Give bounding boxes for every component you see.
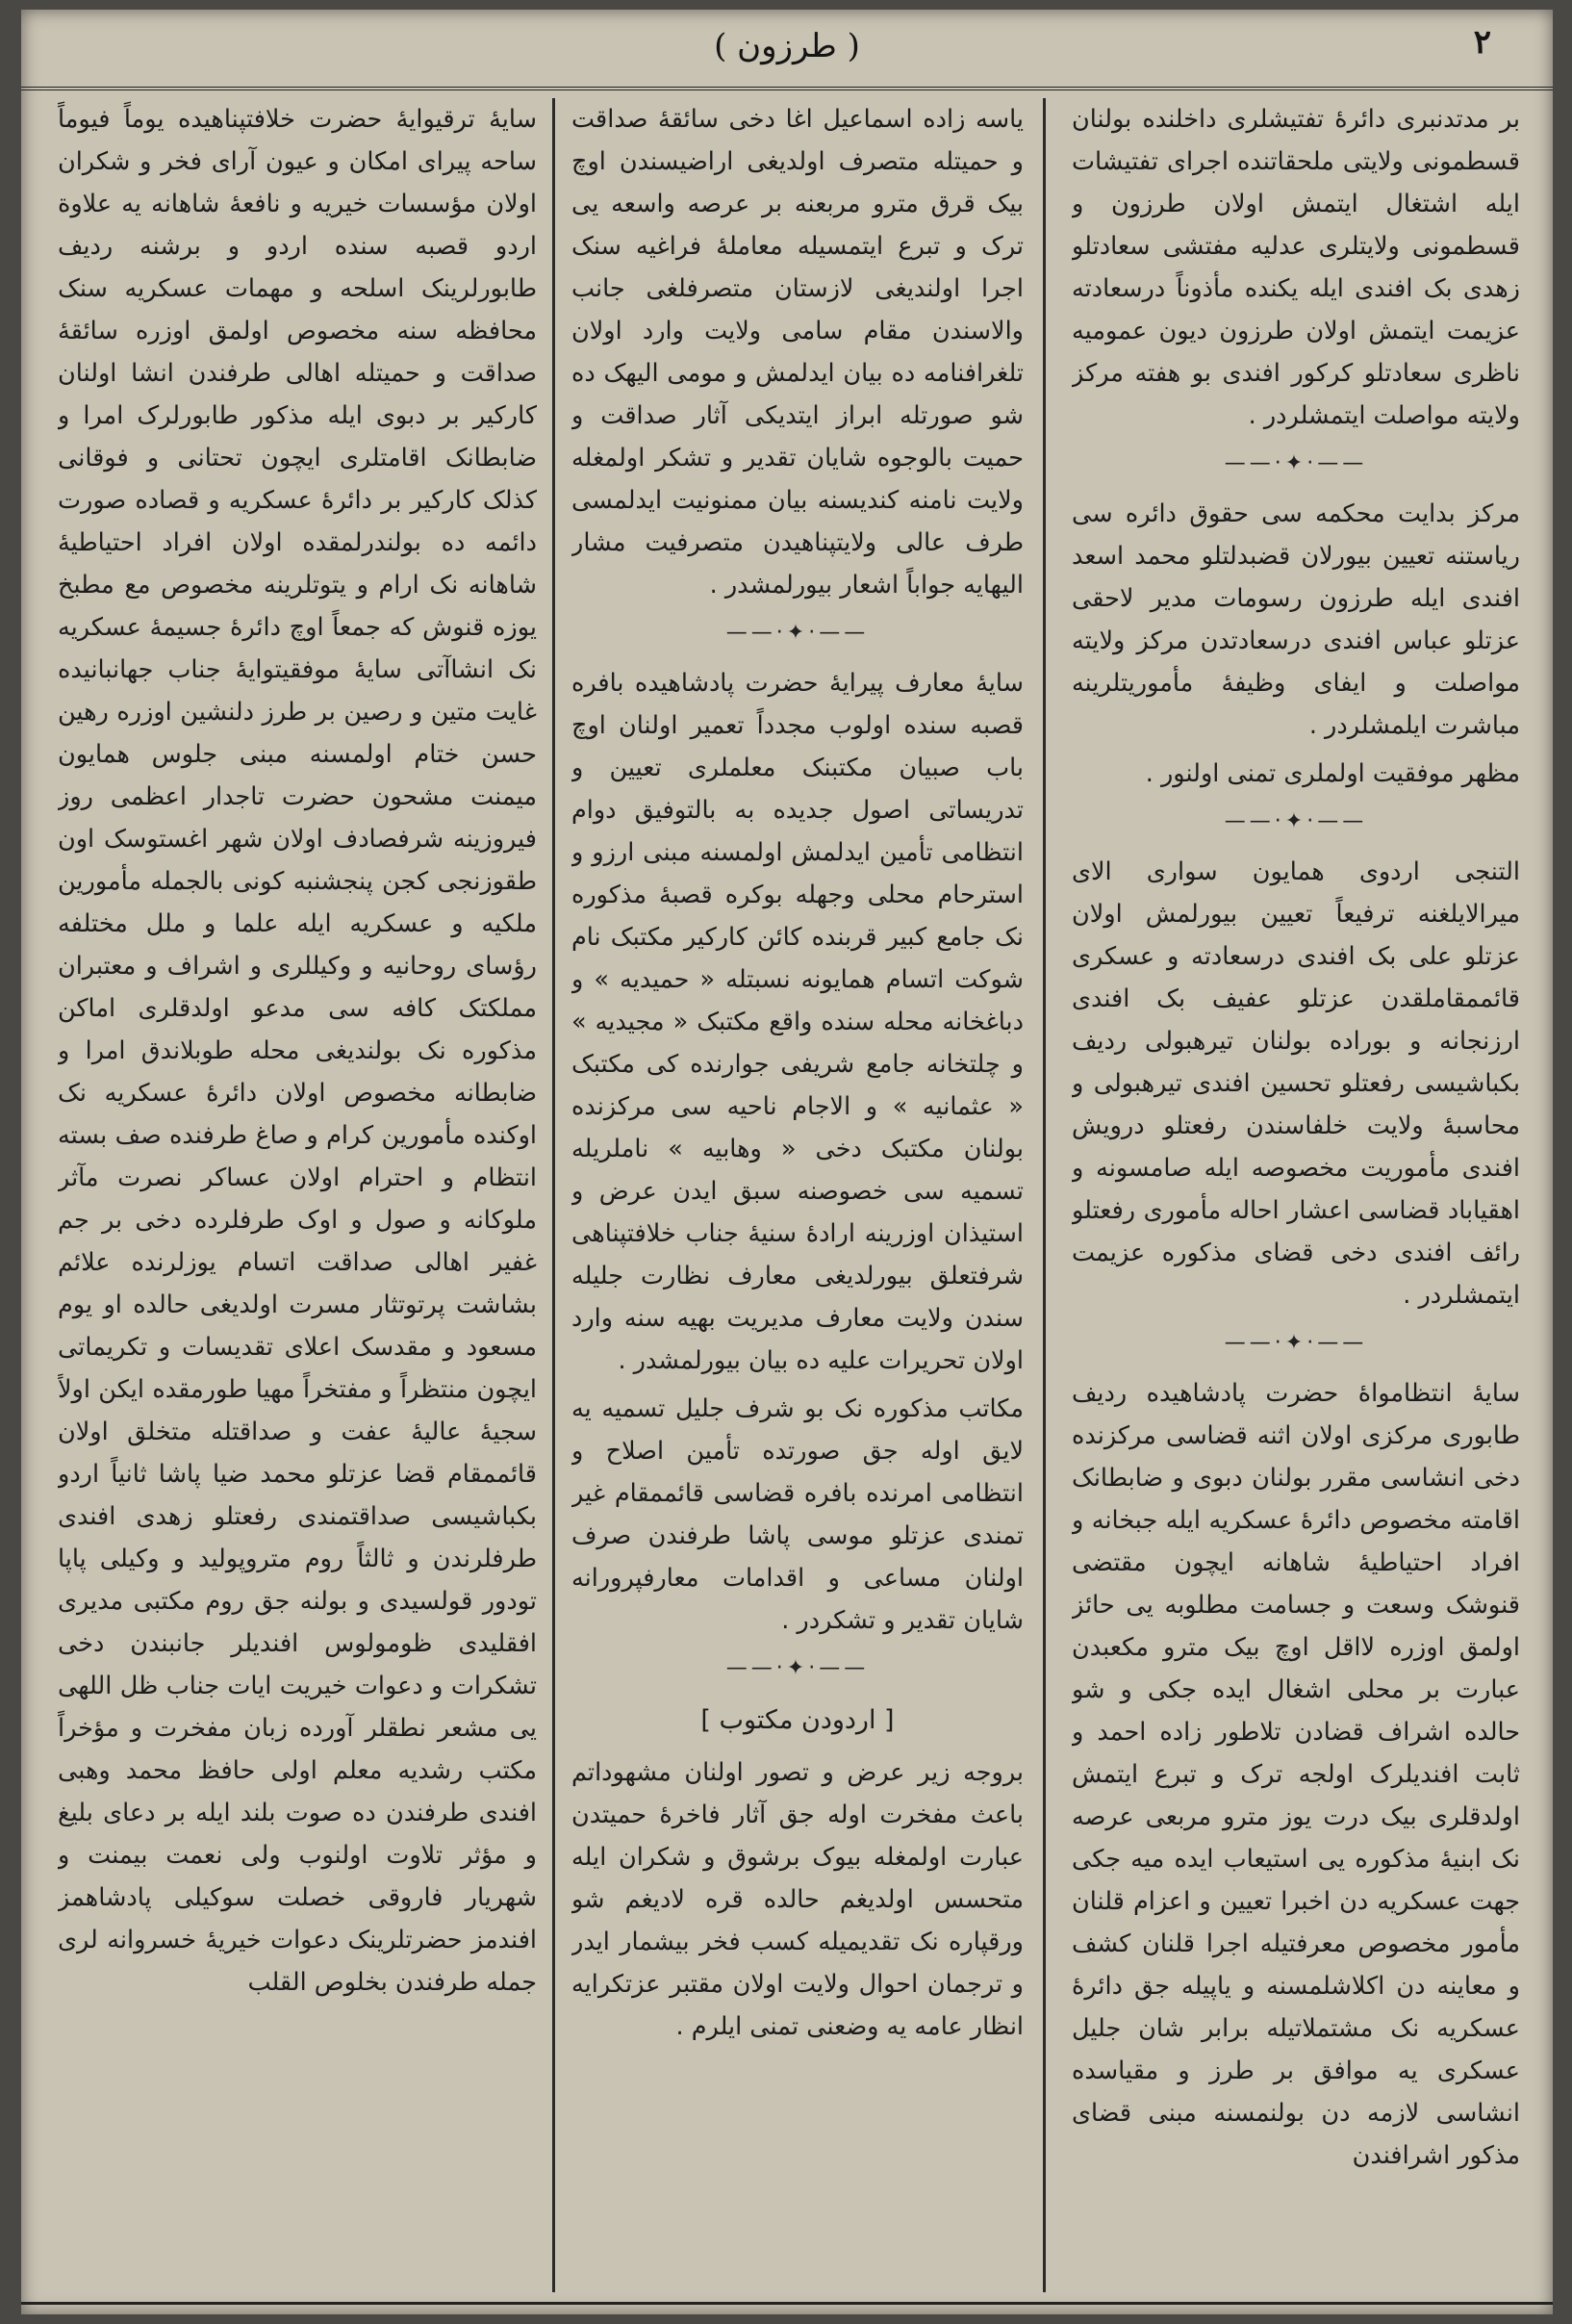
news-paragraph: مکاتب مذکوره نک بو شرف جلیل تسمیه یه لایق اوله جق صورتده تأمین اصلاح و انتظامی امرنده بافره قضاسی قائممقام غیر تمندی عزتلو موسی پاشا طرفندن صرف اولنان مساعی و اقدامات معارفپرورانه شایان تقدیر و تشکردر . — [571, 1394, 1024, 1635]
page-bottom-rule — [21, 2302, 1553, 2314]
ornamental-separator: ——·✦·—— — [1224, 1331, 1368, 1355]
column-left — [58, 98, 537, 2292]
page-header — [21, 10, 1553, 90]
masthead-title: ( طرزون ) — [714, 27, 860, 65]
column-divider — [1043, 98, 1046, 2292]
news-paragraph: یاسه زاده اسماعیل اغا دخی سائقۀ صداقت و حمیتله متصرف اولدیغی اراضیسندن اوچ بیک قرق مترو مربعنه بر عرصه واسعه یی ترک و تبرع ایتمسیله معاملۀ فراغیه سنک اجرا اولندیغی لازستان متصرفلغی جانب والاسندن مقام سامی ولایت وارد اولان تلغرافنامه ده بیان ایدلمش و مومی الیهک ده شو صورتله ابراز ایتدیکی آثار صداقت و حمیت بالوجوه شایان تقدیر و تشکر اولمغله ولایت نامنه کندیسنه بیان ممنونیت ایدلمسی طرف عالی ولایتپناهیدن متصرفیت مشار الیهایه جواباً اشعار بیورلمشدر . — [571, 105, 1024, 600]
news-paragraph: سایۀ ترقیوایۀ حضرت خلافتپناهیده یوماً فیوماً ساحه پیرای امکان و عیون آرای فخر و شکران اولان مؤسسات خیریه و نافعۀ شاهانه یه علاوة اردو قصبه سنده اردو و برشنه ردیف طابورلرینک اسلحه و مهمات عسکریه سنک محافظه سنه مخصوص اولمق اوزره سائقۀ صداقت و حمیتله اهالی طرفندن انشا اولنان کارکیر بر دبوی ایله مذکور طابورلرک امرا و ضابطانک اقامتلری ایچون تحتانی و فوقانی کذلک کارکیر بر دائرۀ عسکریه و قصاده صورت دائمه ده بولندرلمقده اولان افراد احتیاطیۀ شاهانه نک ارام و یتوتلرینه مخصوص مع مطبخ یوزه قنوش که جمعاً اوچ دائرۀ جسیمۀ عسکریه نک انشاآتی سایۀ موفقیتوایۀ جناب جهانبانیده غایت متین و رصین بر طرز دلنشین اوزره رهین حسن ختام اولمسنه مبنی جلوس همایون میمنت مشحون حضرت تاجدار اعظمی روز فیروزینه شرفصادف اولان شهر اغستوسک اون طقوزنجی کجن پنجشنبه کونی بالجمله مأمورین ملکیه و عسکریه ایله علما و ملل مختلفه رؤسای روحانیه و وکیللری و اشراف و معتبران مملکتک کافه سی مدعو اولدقلری اماکن مذکوره نک بولندیغی محله طوبلاندق امرا و ضابطانه مخصوص اولان دائرۀ عسکریه نک اوکنده مأمورین کرام و صاغ طرفنده صف بسته انتظام و احترام اولان عساکر نصرت مآثر ملوکانه و صول و اوک طرفلرده دخی بر جم غفیر اهالی صداقت اتسام یوزلرنده علائم بشاشت پرتوتثار مسرت اولدیغی حالده او یوم مسعود و مقدسک اعلای تقدیسات و تکریماتی ایچون منتظراً و مفتخراً مهیا طورمقده ایکن اولاً سجیۀ عالیۀ عفت و صداقتله متخلق اولان قائممقام قضا عزتلو محمد ضیا پاشا ثانیاً اردو بکباشیسی صداقتمندی رفعتلو زهدی افندی طرفلرندن و ثالثاً روم متروپولید و وکیلی پاپا تودور قولسیدی و بولنه جق روم مکتبی مدیری افقلیدی ظومولوس افندیلر جانبندن دخی تشکرات و دعوات خیریت ایات جناب ظل اللهی یی مشعر نطقلر آورده زبان مفخرت و مؤخراً مکتب رشدیه معلم اولی حافظ محمد وهبی افندی طرفندن ده صوت بلند ایله بر دعای بلیغ و مؤثر تلاوت اولنوب ولی نعمت بیمنت و شهریار فاروقی خصلت سوکیلی پادشاهمز افندمز حضرتلرینک دعوات خیریۀ خسروانه لری جمله طرفندن بخلوص القلب — [58, 105, 537, 1997]
news-paragraph: بروجه زیر عرض و تصور اولنان مشهوداتم باعث مفخرت اوله جق آثار فاخرۀ حمیتدن عبارت اولمغله بیوک برشوق و شکران ایله متحسس اولدیغم حالده قره لادیغم شو ورقپاره نک تقدیمیله کسب فخر بیشمار ایدر و ترجمان احوال ولایت اولان مقتبر عزتکرایه انظار عامه یه وضعنی تمنی ایلرم . — [571, 1758, 1024, 2041]
column-right — [1072, 98, 1520, 2292]
column-middle — [571, 98, 1024, 2292]
column-divider — [552, 98, 555, 2292]
news-paragraph: مرکز بدایت محکمه سی حقوق دائره سی ریاستنه تعیین بیورلان قضبدلتلو محمد اسعد افندی ایله طرزون رسومات مدیر لاحقی عزتلو عباس افندی درسعادتدن مرکز ولایته مواصلت و ایفای وظیفۀ مأموریتلرینه مباشرت ایلمشلردر . — [1072, 499, 1520, 740]
ornamental-separator: ——·✦·—— — [725, 1656, 870, 1680]
letter-heading: [ اردودن مکتوب ] — [700, 1705, 895, 1735]
ornamental-separator: ——·✦·—— — [1224, 451, 1368, 475]
page-number: ٢ — [1473, 23, 1491, 62]
news-paragraph: مظهر موفقیت اولملری تمنی اولنور . — [1145, 759, 1520, 788]
newspaper-page — [21, 10, 1553, 2314]
news-paragraph: سایۀ انتظامواۀ حضرت پادشاهیده ردیف طابوری مرکزی اولان اثنه قضاسی مرکزنده دخی انشاسی مقرر بولنان دبوی و ضابطانک اقامته مخصوص دائرۀ عسکریه ایله جبخانه و افراد احتیاطیۀ شاهانه ایچون مقتضی قنوشک وسعت و جسامت مطلوبه یی حائز اولمق اوزره لااقل اوچ بیک مترو مکعبدن عبارت بر محلی اشغال ایده جکی و شو حالده اشراف قضادن تلاطور زاده احمد و ثابت افندیلرک اولجه ترک و تبرع ایتمش اولدقلری بیک درت یوز مترو مربعی عرصه نک ابنیۀ مذکوره یی استیعاب ایده میه جکی جهت عسکریه دن اخبرا تعیین و اعزام قلنان مأمور مخصوص معرفتیله اجرا قلنان کشف و معاینه دن اکلاشلمسنه و یاپیله جق دائرۀ عسکریه نک مشتملاتیله برابر شان جلیل عسکری یه موافق بر طرز و مقیاسده انشاسی لازمه دن بولنمسنه مبنی قضای مذکور اشرافندن — [1072, 1379, 1520, 2170]
ornamental-separator: ——·✦·—— — [1224, 809, 1368, 833]
news-paragraph: التنجی اردوی همایون سواری الای میرالایلغنه ترفیعاً تعیین بیورلمش اولان عزتلو علی بک افندی درسعادته و عسکری قائممقاملقدن عزتلو عفیف بک افندی ارزنجانه و بوراده بولنان تیرهبولی ردیف بکباشیسی رفعتلو تحسین افندی تیرهبولی و محاسبۀ ولایت خلفاسندن رفعتلو درویش افندی مأموریت مخصوصه ایله صامسونه و اهقیاباد قضاسی اعشار احاله مأموری رفعتلو رائف افندی دخی قضای مذکوره عزیمت ایتمشلردر . — [1072, 857, 1520, 1310]
news-paragraph: سایۀ معارف پیرایۀ حضرت پادشاهیده بافره قصبه سنده اولوب مجدداً تعمیر اولنان اوچ باب صبیان مکتبنک معلملری تعیین و تدریساتی اصول جدیده به بالتوفیق دوام انتظامی تأمین ایدلمش اولمسنه مبنی ارزو و استرحام محلی وجهله بوکره قصبۀ مذکوره نک جامع کبیر قربنده کائن کارکیر مکتبک نام شوکت اتسام همایونه نسبتله « حمیدیه » و دباغخانه محله سنده واقع مکتبک « مجیدیه » و چلتخانه جامع شریفی جوارنده کی مکتبک « عثمانیه » و الاجام ناحیه سی مرکزنده بولنان مکتبک دخی « وهابیه » ناملریله تسمیه سی خصوصنه سبق ایدن عرض و استیذان اوزرینه ارادۀ سنیۀ جناب خلافتپناهی شرفتعلق بیورلدیغی معارف نظارت جلیله سندن ولایت معارف مدیریت بهیه سنه وارد اولان تحریرات علیه ده بیان بیورلمشدر . — [571, 669, 1024, 1375]
ornamental-separator: ——·✦·—— — [725, 621, 870, 645]
news-paragraph: بر مدتدنبری دائرۀ تفتیشلری داخلنده بولنان قسطمونی ولایتی ملحقاتنده اجرای تفتیشات ایله اشتغال ایتمش اولان طرزون و قسطمونی ولایتلری عدلیه مفتشی سعادتلو زهدی بک افندی ایله یکنده مأذوناً درسعادته عزیمت ایتمش اولان طرزون دیون عمومیه ناظری سعادتلو کرکور افندی بو هفته مرکز ولایته مواصلت ایتمشلردر . — [1072, 105, 1520, 430]
